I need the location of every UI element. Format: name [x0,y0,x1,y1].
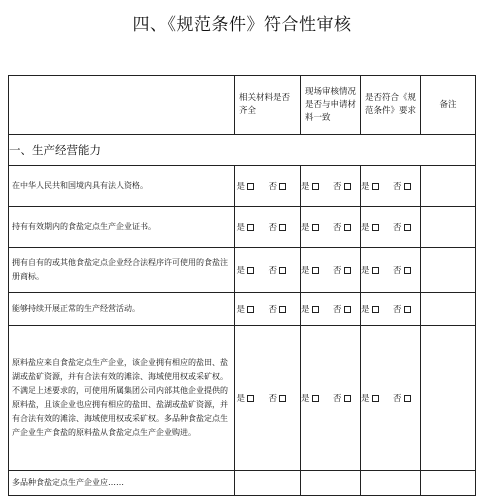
header-onsite: 现场审核情况是否与申请材料一致 [301,76,361,135]
materials-check: 是 否 [235,248,301,293]
requirement-text: 在中华人民共和国境内具有法人资格。 [9,166,235,207]
review-table [8,75,476,496]
onsite-check: 是 否 [301,248,361,293]
checkbox[interactable] [279,224,286,231]
compliance-check: 是 否 [361,166,421,207]
table-row [9,326,476,471]
checkbox[interactable] [247,395,254,402]
checkbox[interactable] [404,183,411,190]
remarks-cell[interactable] [421,248,476,293]
checkbox[interactable] [344,267,351,274]
onsite-check: 是 否 [301,166,361,207]
remarks-cell[interactable] [421,166,476,207]
compliance-check: 是 否 [361,326,421,471]
onsite-check: 是 否 [301,326,361,471]
checkbox[interactable] [344,224,351,231]
checkbox[interactable] [372,395,379,402]
checkbox[interactable] [344,306,351,313]
checkbox[interactable] [372,183,379,190]
checkbox[interactable] [372,224,379,231]
section-row-production [9,135,476,166]
requirement-text: 多品种食盐定点生产企业应…… [9,471,235,496]
table-row [9,207,476,248]
header-compliance: 是否符合《规范条件》要求 [361,76,421,135]
table-row [9,248,476,293]
page-title: 四、《规范条件》符合性审核 [132,15,352,35]
remarks-cell[interactable] [421,471,476,496]
remarks-cell[interactable] [421,207,476,248]
materials-check [235,471,301,496]
header-remarks: 备注 [421,76,476,135]
compliance-check: 是 否 [361,207,421,248]
remarks-cell[interactable] [421,293,476,326]
materials-check: 是 否 [235,207,301,248]
materials-check: 是 否 [235,326,301,471]
checkbox[interactable] [372,267,379,274]
checkbox[interactable] [279,267,286,274]
materials-check: 是 否 [235,166,301,207]
checkbox[interactable] [344,395,351,402]
checkbox[interactable] [344,183,351,190]
checkbox[interactable] [279,395,286,402]
checkbox[interactable] [312,395,319,402]
checkbox[interactable] [279,306,286,313]
checkbox[interactable] [404,224,411,231]
compliance-check: 是 否 [361,293,421,326]
onsite-check [301,471,361,496]
checkbox[interactable] [404,306,411,313]
table-header-row [9,76,476,135]
header-materials: 相关材料是否齐全 [235,76,301,135]
requirement-text: 原料盐应来自食盐定点生产企业，该企业拥有相应的盐田、盐湖或盐矿资源，并有合法有效的滩涂、海域使用权或采矿权。不满足上述要求的，可使用所属集团公司内部其他企业提供的原料盐，且该企业也应拥有相应的盐田、盐湖或盐矿资源，并有合法有效的滩涂、海域使用权或采矿权。多品种食盐定点生产企业生产食盐的原料盐从食盐定点生产企业购进。 [9,326,235,471]
table-row [9,293,476,326]
requirement-text: 持有有效期内的食盐定点生产企业证书。 [9,207,235,248]
section-label: 一、生产经营能力 [9,135,476,166]
checkbox[interactable] [247,306,254,313]
onsite-check: 是 否 [301,207,361,248]
checkbox[interactable] [404,267,411,274]
table-row [9,471,476,496]
onsite-check: 是 否 [301,293,361,326]
header-requirement [9,76,235,135]
requirement-text: 能够持续开展正常的生产经营活动。 [9,293,235,326]
checkbox[interactable] [312,267,319,274]
checkbox[interactable] [372,306,379,313]
remarks-cell[interactable] [421,326,476,471]
compliance-check [361,471,421,496]
checkbox[interactable] [312,183,319,190]
checkbox[interactable] [312,224,319,231]
checkbox[interactable] [247,224,254,231]
requirement-text: 拥有自有的或其他食盐定点企业经合法程序许可使用的食盐注册商标。 [9,248,235,293]
materials-check: 是 否 [235,293,301,326]
checkbox[interactable] [247,267,254,274]
checkbox[interactable] [312,306,319,313]
table-row [9,166,476,207]
checkbox[interactable] [279,183,286,190]
checkbox[interactable] [247,183,254,190]
compliance-check: 是 否 [361,248,421,293]
checkbox[interactable] [404,395,411,402]
